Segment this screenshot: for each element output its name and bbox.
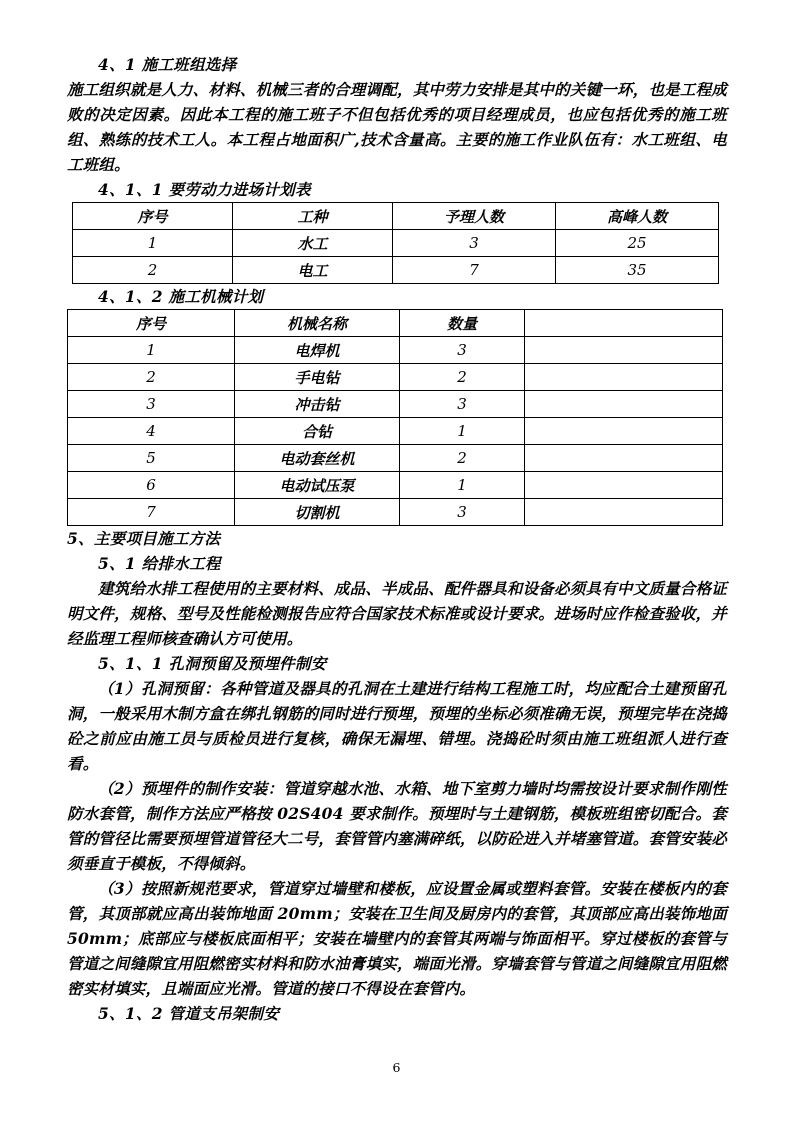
section-heading: 5、1 给排水工程 (98, 554, 221, 573)
table-header-row (73, 203, 719, 230)
table-column-header: 序号 (73, 203, 233, 230)
table-cell: 3 (393, 230, 556, 257)
table-cell: 7 (393, 257, 556, 284)
body-paragraph: 建筑给水排工程使用的主要材料、成品、半成品、配件器具和设备必须具有中文质量合格证明文件，规格、型号及性能检测报告应符合国家技术标准或设计要求。进场时应作检查验收，并经监理工程师核查确认方可使用。 (67, 579, 727, 648)
section-heading: 5、主要项目施工方法 (67, 529, 221, 548)
table-machine-plan (67, 309, 723, 526)
table-column-header (525, 310, 723, 337)
table-column-header: 数量 (400, 310, 525, 337)
table-cell: 2 (68, 364, 235, 391)
table-cell: 5 (68, 445, 235, 472)
table-cell: 1 (400, 472, 525, 499)
table-cell (525, 499, 723, 526)
table-cell: 25 (556, 230, 719, 257)
section-heading: 4、1、1 要劳动力进场计划表 (98, 180, 311, 199)
table-column-header: 予理人数 (393, 203, 556, 230)
section-heading: 5、1、2 管道支吊架制安 (98, 1004, 280, 1023)
table-column-header: 工种 (233, 203, 393, 230)
table-column-header: 高峰人数 (556, 203, 719, 230)
table-cell: 3 (68, 391, 235, 418)
table-row (68, 337, 723, 364)
table-cell: 6 (68, 472, 235, 499)
table-cell: 2 (400, 364, 525, 391)
table-column-header: 机械名称 (235, 310, 400, 337)
table-cell: 1 (73, 230, 233, 257)
table-row (73, 230, 719, 257)
table-cell (525, 364, 723, 391)
document-flow (67, 52, 727, 1026)
page-content (67, 52, 727, 1026)
table-cell: 3 (400, 337, 525, 364)
table-row (73, 257, 719, 284)
table-cell: 电动试压泵 (235, 472, 400, 499)
body-paragraph: 施工组织就是人力、材料、机械三者的合理调配，其中劳力安排是其中的关键一环，也是工程成败的决定因素。因此本工程的施工班子不但包括优秀的项目经理成员，也应包括优秀的施工班组、熟练的技术工人。本工程占地面积广,技术含量高。主要的施工作业队伍有：水工班组、电工班组。 (67, 80, 727, 174)
table-column-header: 序号 (68, 310, 235, 337)
section-heading: 4、1 施工班组选择 (98, 55, 237, 74)
table-cell: 2 (73, 257, 233, 284)
table-cell: 水工 (233, 230, 393, 257)
table-row (68, 499, 723, 526)
table-row (68, 418, 723, 445)
table-cell: 1 (68, 337, 235, 364)
table-cell (525, 337, 723, 364)
table-cell: 3 (400, 499, 525, 526)
table-row (68, 445, 723, 472)
table-cell: 电工 (233, 257, 393, 284)
page-number: 6 (392, 1060, 401, 1075)
table-cell: 2 (400, 445, 525, 472)
table-cell: 3 (400, 391, 525, 418)
table-row (68, 364, 723, 391)
table-cell: 手电钻 (235, 364, 400, 391)
table-cell (525, 445, 723, 472)
section-heading: 4、1、2 施工机械计划 (98, 287, 264, 306)
table-cell: 4 (68, 418, 235, 445)
table-cell (525, 418, 723, 445)
table-cell: 7 (68, 499, 235, 526)
table-cell: 电动套丝机 (235, 445, 400, 472)
body-paragraph: （2）预埋件的制作安装：管道穿越水池、水箱、地下室剪力墙时均需按设计要求制作刚性防水套管，制作方法应严格按 02S404 要求制作。预埋时与土建钢筋，模板班组密切配合。套管的管径比需要预埋管道管径大二号，套管管内塞满碎纸，以防砼进入并堵塞管道。套管安装必须垂直于模板，不得倾斜。 (67, 779, 727, 873)
table-cell: 合钻 (235, 418, 400, 445)
table-cell: 切割机 (235, 499, 400, 526)
table-cell (525, 472, 723, 499)
section-heading: 5、1、1 孔洞预留及预埋件制安 (98, 654, 327, 673)
table-labor-plan (72, 202, 719, 284)
table-cell: 电焊机 (235, 337, 400, 364)
body-paragraph: （3）按照新规范要求，管道穿过墙壁和楼板，应设置金属或塑料套管。安装在楼板内的套管，其顶部就应高出装饰地面 20mm；安装在卫生间及厨房内的套管，其顶部应高出装饰地面 50mm；底部应与楼板底面相平；安装在墙壁内的套管其两端与饰面相平。穿过楼板的套管与管道之间缝隙宜用阻燃密实材料和防水油膏填实，端面光滑。穿墙套管与管道之间缝隙宜用阻燃密实材填实，且端面应光滑。管道的接口不得设在套管内。 (67, 879, 727, 998)
table-row (68, 472, 723, 499)
table-cell (525, 391, 723, 418)
table-cell: 冲击钻 (235, 391, 400, 418)
body-paragraph: （1）孔洞预留：各种管道及器具的孔洞在土建进行结构工程施工时，均应配合土建预留孔洞，一般采用木制方盒在绑扎钢筋的同时进行预埋，预埋的坐标必须准确无误，预埋完毕在浇捣砼之前应由施工员与质检员进行复核，确保无漏埋、错埋。浇捣砼时须由施工班组派人进行查看。 (67, 679, 727, 773)
table-header-row (68, 310, 723, 337)
table-row (68, 391, 723, 418)
table-cell: 1 (400, 418, 525, 445)
table-cell: 35 (556, 257, 719, 284)
